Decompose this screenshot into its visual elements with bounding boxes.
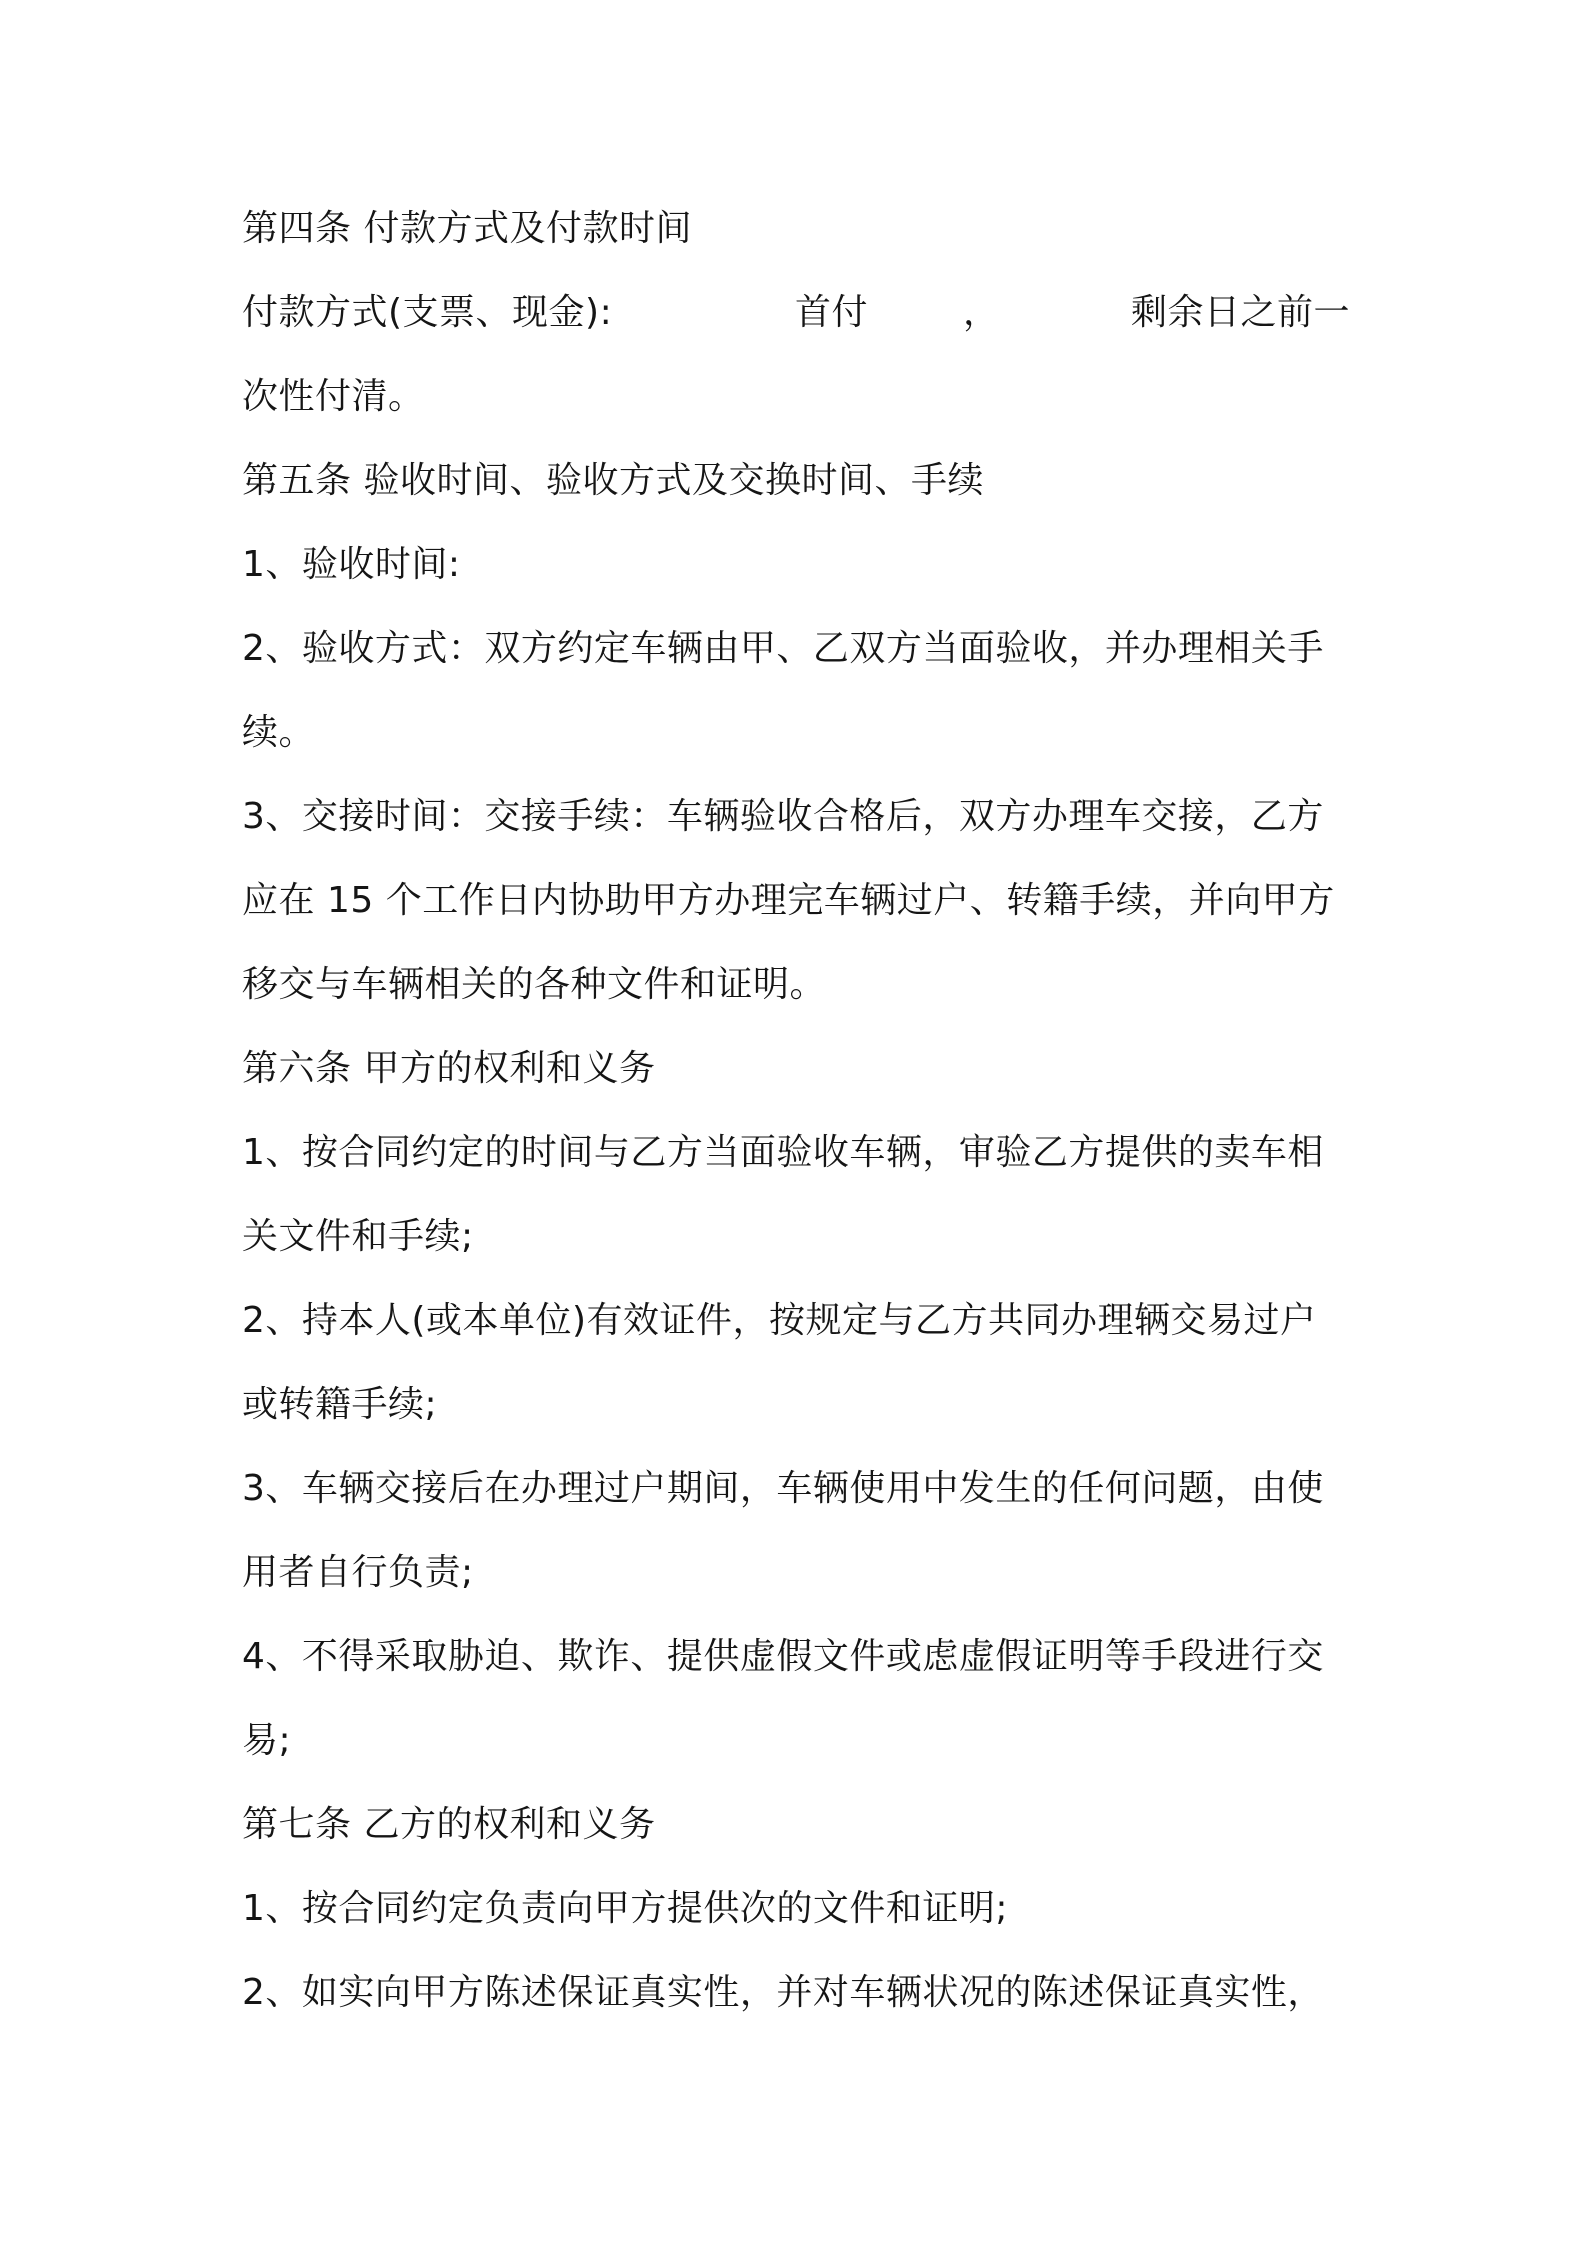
art6-item-4-line-1: 4、不得采取胁迫、欺诈、提供虚假文件或虑虚假证明等手段进行交 <box>242 1636 1324 1677</box>
art5-item-2-line-1: 2、验收方式：双方约定车辆由甲、乙双方当面验收，并办理相关手 <box>242 628 1324 669</box>
art5-item-3-line-1: 3、交接时间：交接手续：车辆验收合格后，双方办理车交接，乙方 <box>242 796 1324 837</box>
art6-item-1-line-1: 1、按合同约定的时间与乙方当面验收车辆，审验乙方提供的卖车相 <box>242 1132 1324 1173</box>
article-6-heading: 第六条 甲方的权利和义务 <box>242 1048 656 1089</box>
art6-item-4-line-2: 易; <box>242 1720 292 1761</box>
article-5-heading: 第五条 验收时间、验收方式及交换时间、手续 <box>242 460 984 501</box>
art6-item-2-line-1: 2、持本人(或本单位)有效证件，按规定与乙方共同办理辆交易过户 <box>242 1300 1317 1341</box>
article-4-heading: 第四条 付款方式及付款时间 <box>242 208 692 249</box>
art6-item-1-line-2: 关文件和手续; <box>242 1216 474 1257</box>
article-7-heading: 第七条 乙方的权利和义务 <box>242 1804 656 1845</box>
art6-item-3-line-2: 用者自行负责; <box>242 1552 474 1593</box>
art5-item-1: 1、验收时间: <box>242 544 461 585</box>
art5-item-3-line-2: 应在 15 个工作日内协助甲方办理完车辆过户、转籍手续，并向甲方 <box>242 880 1335 921</box>
art6-item-2-line-2: 或转籍手续; <box>242 1384 438 1425</box>
payment-method-continuation: 次性付清。 <box>242 376 425 417</box>
art7-item-1: 1、按合同约定负责向甲方提供次的文件和证明; <box>242 1888 1009 1929</box>
remaining-payment-label: 剩余日之前一 <box>1131 292 1351 333</box>
payment-method-label: 付款方式(支票、现金): <box>242 292 613 333</box>
art5-item-3-line-3: 移交与车辆相关的各种文件和证明。 <box>242 964 827 1005</box>
art6-item-3-line-1: 3、车辆交接后在办理过户期间，车辆使用中发生的任何问题，由使 <box>242 1468 1324 1509</box>
first-payment-label: 首付 <box>795 292 869 333</box>
art7-item-2-line-1: 2、如实向甲方陈述保证真实性，并对车辆状况的陈述保证真实性， <box>242 1972 1324 2013</box>
art5-item-2-line-2: 续。 <box>242 712 316 753</box>
payment-comma: ， <box>963 292 1000 333</box>
